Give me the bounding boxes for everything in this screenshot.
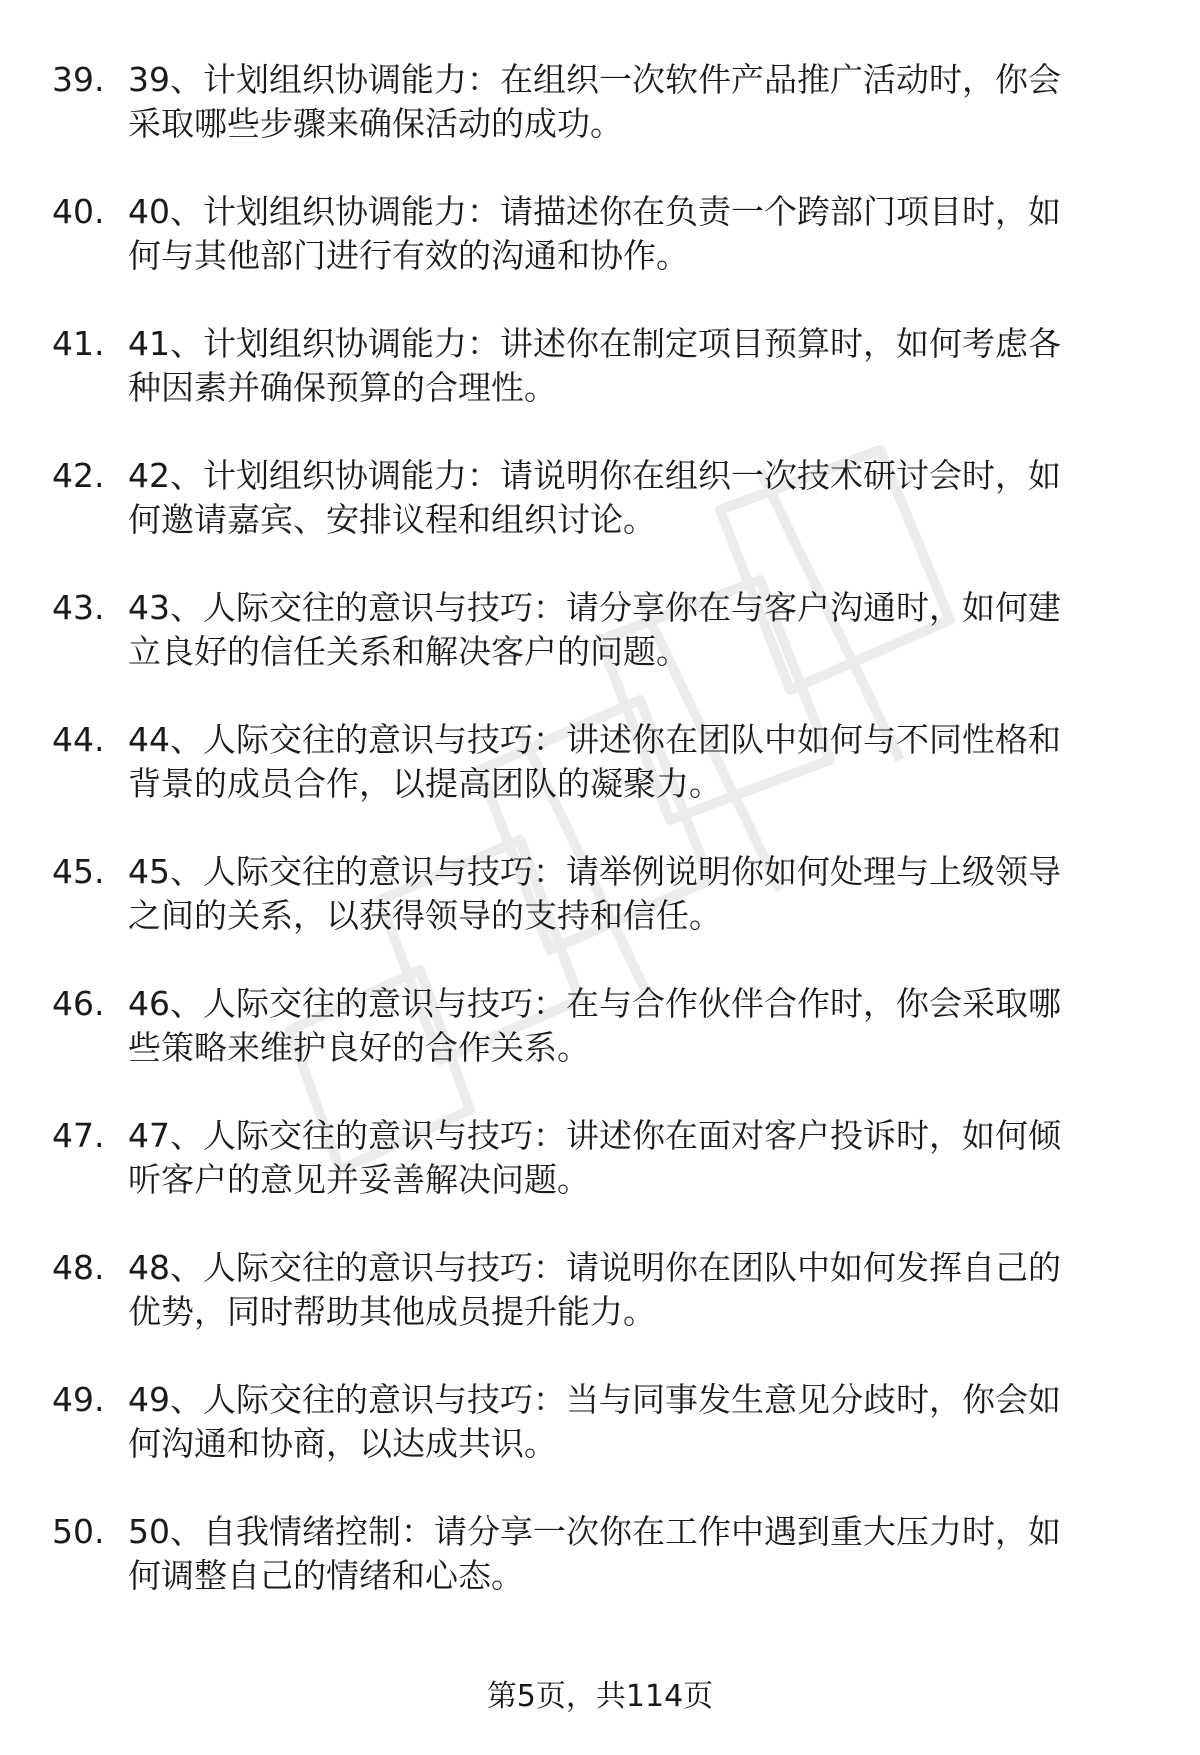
list-item [0, 982, 1200, 1114]
question-text-line: 39、计划组织协调能力：在组织一次软件产品推广活动时，你会 [128, 60, 1061, 99]
question-list [0, 58, 1200, 1642]
list-item [0, 1510, 1200, 1642]
question-number: 46. [52, 984, 105, 1023]
question-text-line: 种因素并确保预算的合理性。 [128, 368, 557, 407]
page-indicator: 第5页，共114页 [486, 1679, 714, 1714]
question-text [128, 454, 1148, 542]
list-item [0, 1246, 1200, 1378]
question-text-line: 何与其他部门进行有效的沟通和协作。 [128, 236, 689, 275]
question-number: 48. [52, 1248, 105, 1287]
question-text [128, 586, 1148, 674]
question-text-line: 41、计划组织协调能力：讲述你在制定项目预算时，如何考虑各 [128, 324, 1061, 363]
question-text-line: 42、计划组织协调能力：请说明你在组织一次技术研讨会时，如 [128, 456, 1061, 495]
list-item [0, 322, 1200, 454]
question-text-line: 48、人际交往的意识与技巧：请说明你在团队中如何发挥自己的 [128, 1248, 1061, 1287]
question-number: 50. [52, 1512, 105, 1551]
question-number: 43. [52, 588, 105, 627]
question-text-line: 背景的成员合作，以提高团队的凝聚力。 [128, 764, 722, 803]
question-number: 40. [52, 192, 105, 231]
question-text [128, 850, 1148, 938]
question-text [128, 322, 1148, 410]
question-text-line: 之间的关系，以获得领导的支持和信任。 [128, 896, 722, 935]
question-text [128, 982, 1148, 1070]
question-number: 45. [52, 852, 105, 891]
question-number: 47. [52, 1116, 105, 1155]
list-item [0, 1378, 1200, 1510]
list-item [0, 586, 1200, 718]
question-text [128, 718, 1148, 806]
question-text-line: 些策略来维护良好的合作关系。 [128, 1028, 590, 1067]
list-item [0, 850, 1200, 982]
question-number: 42. [52, 456, 105, 495]
question-text-line: 46、人际交往的意识与技巧：在与合作伙伴合作时，你会采取哪 [128, 984, 1061, 1023]
list-item [0, 1114, 1200, 1246]
question-text-line: 47、人际交往的意识与技巧：讲述你在面对客户投诉时，如何倾 [128, 1116, 1061, 1155]
question-text [128, 1246, 1148, 1334]
question-text-line: 听客户的意见并妥善解决问题。 [128, 1160, 590, 1199]
list-item [0, 190, 1200, 322]
question-text [128, 1510, 1148, 1598]
question-text-line: 45、人际交往的意识与技巧：请举例说明你如何处理与上级领导 [128, 852, 1061, 891]
question-text-line: 44、人际交往的意识与技巧：讲述你在团队中如何与不同性格和 [128, 720, 1061, 759]
question-text-line: 49、人际交往的意识与技巧：当与同事发生意见分歧时，你会如 [128, 1380, 1061, 1419]
question-text-line: 何调整自己的情绪和心态。 [128, 1556, 524, 1595]
question-number: 41. [52, 324, 105, 363]
question-number: 44. [52, 720, 105, 759]
question-text-line: 何邀请嘉宾、安排议程和组织讨论。 [128, 500, 656, 539]
question-text [128, 190, 1148, 278]
question-text-line: 43、人际交往的意识与技巧：请分享你在与客户沟通时，如何建 [128, 588, 1061, 627]
question-text-line: 采取哪些步骤来确保活动的成功。 [128, 104, 623, 143]
question-text-line: 40、计划组织协调能力：请描述你在负责一个跨部门项目时，如 [128, 192, 1061, 231]
question-text [128, 1114, 1148, 1202]
list-item [0, 454, 1200, 586]
question-text-line: 何沟通和协商，以达成共识。 [128, 1424, 557, 1463]
question-text-line: 优势，同时帮助其他成员提升能力。 [128, 1292, 656, 1331]
question-text [128, 58, 1148, 146]
list-item [0, 718, 1200, 850]
question-number: 49. [52, 1380, 105, 1419]
list-item [0, 58, 1200, 190]
question-number: 39. [52, 60, 105, 99]
question-text-line: 立良好的信任关系和解决客户的问题。 [128, 632, 689, 671]
question-text [128, 1378, 1148, 1466]
question-text-line: 50、自我情绪控制：请分享一次你在工作中遇到重大压力时，如 [128, 1512, 1061, 1551]
